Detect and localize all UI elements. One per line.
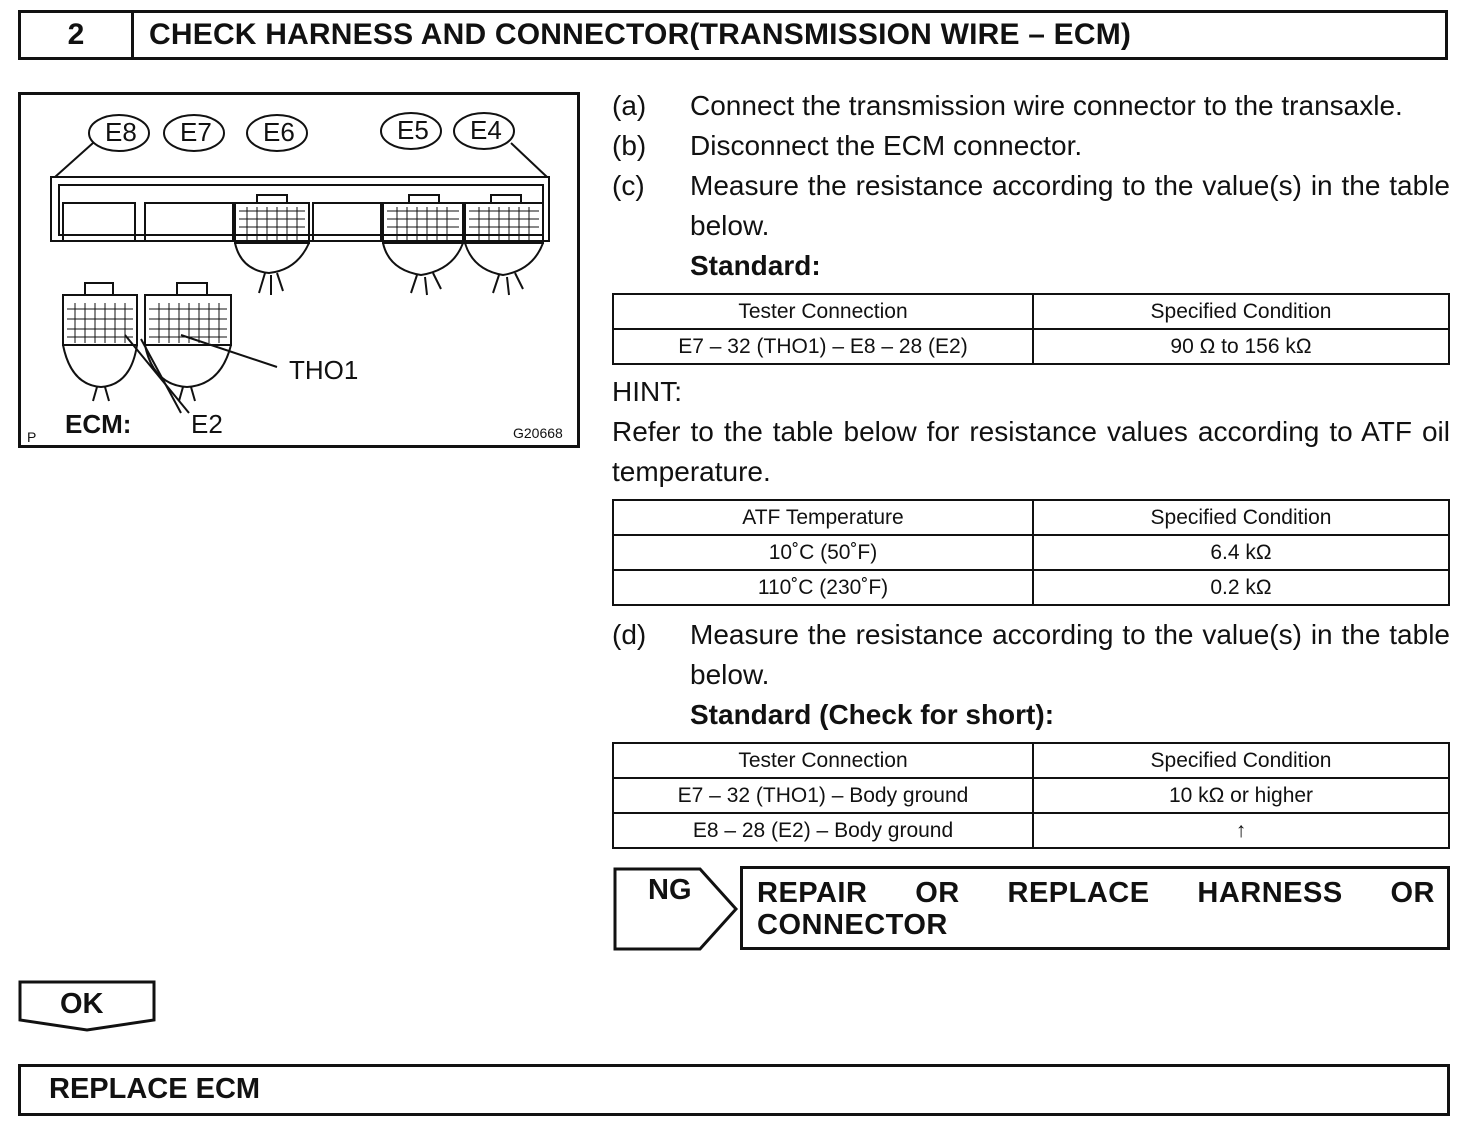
table-header-row [613, 294, 1449, 329]
table-header-cell: ATF Temperature [613, 500, 1033, 535]
step-b-label: (b) [612, 130, 647, 161]
ng-action-box [740, 866, 1450, 950]
connector-label-e4: E4 [470, 115, 502, 145]
ecm-body [51, 177, 549, 241]
table-row [613, 570, 1449, 605]
table-cell: ↑ [1033, 813, 1449, 848]
ecm-label: ECM: [65, 409, 132, 439]
standard-short-label: Standard (Check for short): [690, 699, 1055, 730]
ng-action-text: REPAIR OR REPLACE HARNESS OR CONNECTOR [757, 877, 1435, 941]
figure-corner-mark: P [27, 429, 37, 445]
step-title: CHECK HARNESS AND CONNECTOR(TRANSMISSION WIRE – ECM) [149, 18, 1132, 51]
table-cell: E7 – 32 (THO1) – Body ground [613, 778, 1033, 813]
table-cell: E7 – 32 (THO1) – E8 – 28 (E2) [613, 329, 1033, 364]
hint-text: Refer to the table below for resistance values according to ATF oil temperature. [612, 416, 1450, 487]
ng-label: NG [648, 874, 692, 906]
table-cell: 10˚C (50˚F) [613, 535, 1033, 570]
table-header-cell: Specified Condition [1033, 743, 1449, 778]
step-c-text: Measure the resistance according to the value(s) in the table below. [690, 170, 1450, 241]
table-standard [612, 293, 1450, 365]
ok-action-text: REPLACE ECM [49, 1073, 261, 1105]
step-header [18, 10, 1448, 60]
step-c-label: (c) [612, 170, 645, 201]
connector-label-e6: E6 [263, 117, 295, 147]
step-number: 2 [21, 13, 134, 57]
step-b [612, 126, 1452, 166]
table-header-cell: Tester Connection [613, 743, 1033, 778]
figure-code: G20668 [513, 425, 563, 441]
ok-label: OK [60, 988, 104, 1020]
step-d [612, 615, 1452, 695]
table-header-cell: Specified Condition [1033, 294, 1449, 329]
step-a-label: (a) [612, 90, 647, 121]
connector-label-e5: E5 [397, 115, 429, 145]
table-cell: 90 Ω to 156 kΩ [1033, 329, 1449, 364]
step-b-text: Disconnect the ECM connector. [690, 130, 1083, 161]
connector-label-e8: E8 [105, 117, 137, 147]
table-header-cell: Specified Condition [1033, 500, 1449, 535]
hint-label: HINT: [612, 376, 682, 407]
table-row [613, 535, 1449, 570]
step-d-label: (d) [612, 619, 647, 650]
table-row [613, 778, 1449, 813]
table-atf-temperature [612, 499, 1450, 606]
tho1-label: THO1 [289, 355, 359, 385]
step-a-text: Connect the transmission wire connector to the transaxle. [690, 90, 1403, 121]
table-check-short [612, 742, 1450, 849]
ecm-connector-figure [18, 92, 580, 448]
table-header-cell: Tester Connection [613, 294, 1033, 329]
table-header-row [613, 500, 1449, 535]
step-d-text: Measure the resistance according to the value(s) in the table below. [690, 619, 1450, 690]
connector-label-e7: E7 [180, 117, 212, 147]
step-c [612, 166, 1452, 246]
e2-label: E2 [191, 409, 223, 439]
standard-label: Standard: [690, 250, 821, 281]
table-cell: 10 kΩ or higher [1033, 778, 1449, 813]
table-cell: E8 – 28 (E2) – Body ground [613, 813, 1033, 848]
step-a [612, 86, 1452, 126]
ok-action-box [18, 1064, 1450, 1116]
table-cell: 0.2 kΩ [1033, 570, 1449, 605]
table-row [613, 329, 1449, 364]
table-cell: 110˚C (230˚F) [613, 570, 1033, 605]
table-header-row [613, 743, 1449, 778]
table-row [613, 813, 1449, 848]
table-cell: 6.4 kΩ [1033, 535, 1449, 570]
